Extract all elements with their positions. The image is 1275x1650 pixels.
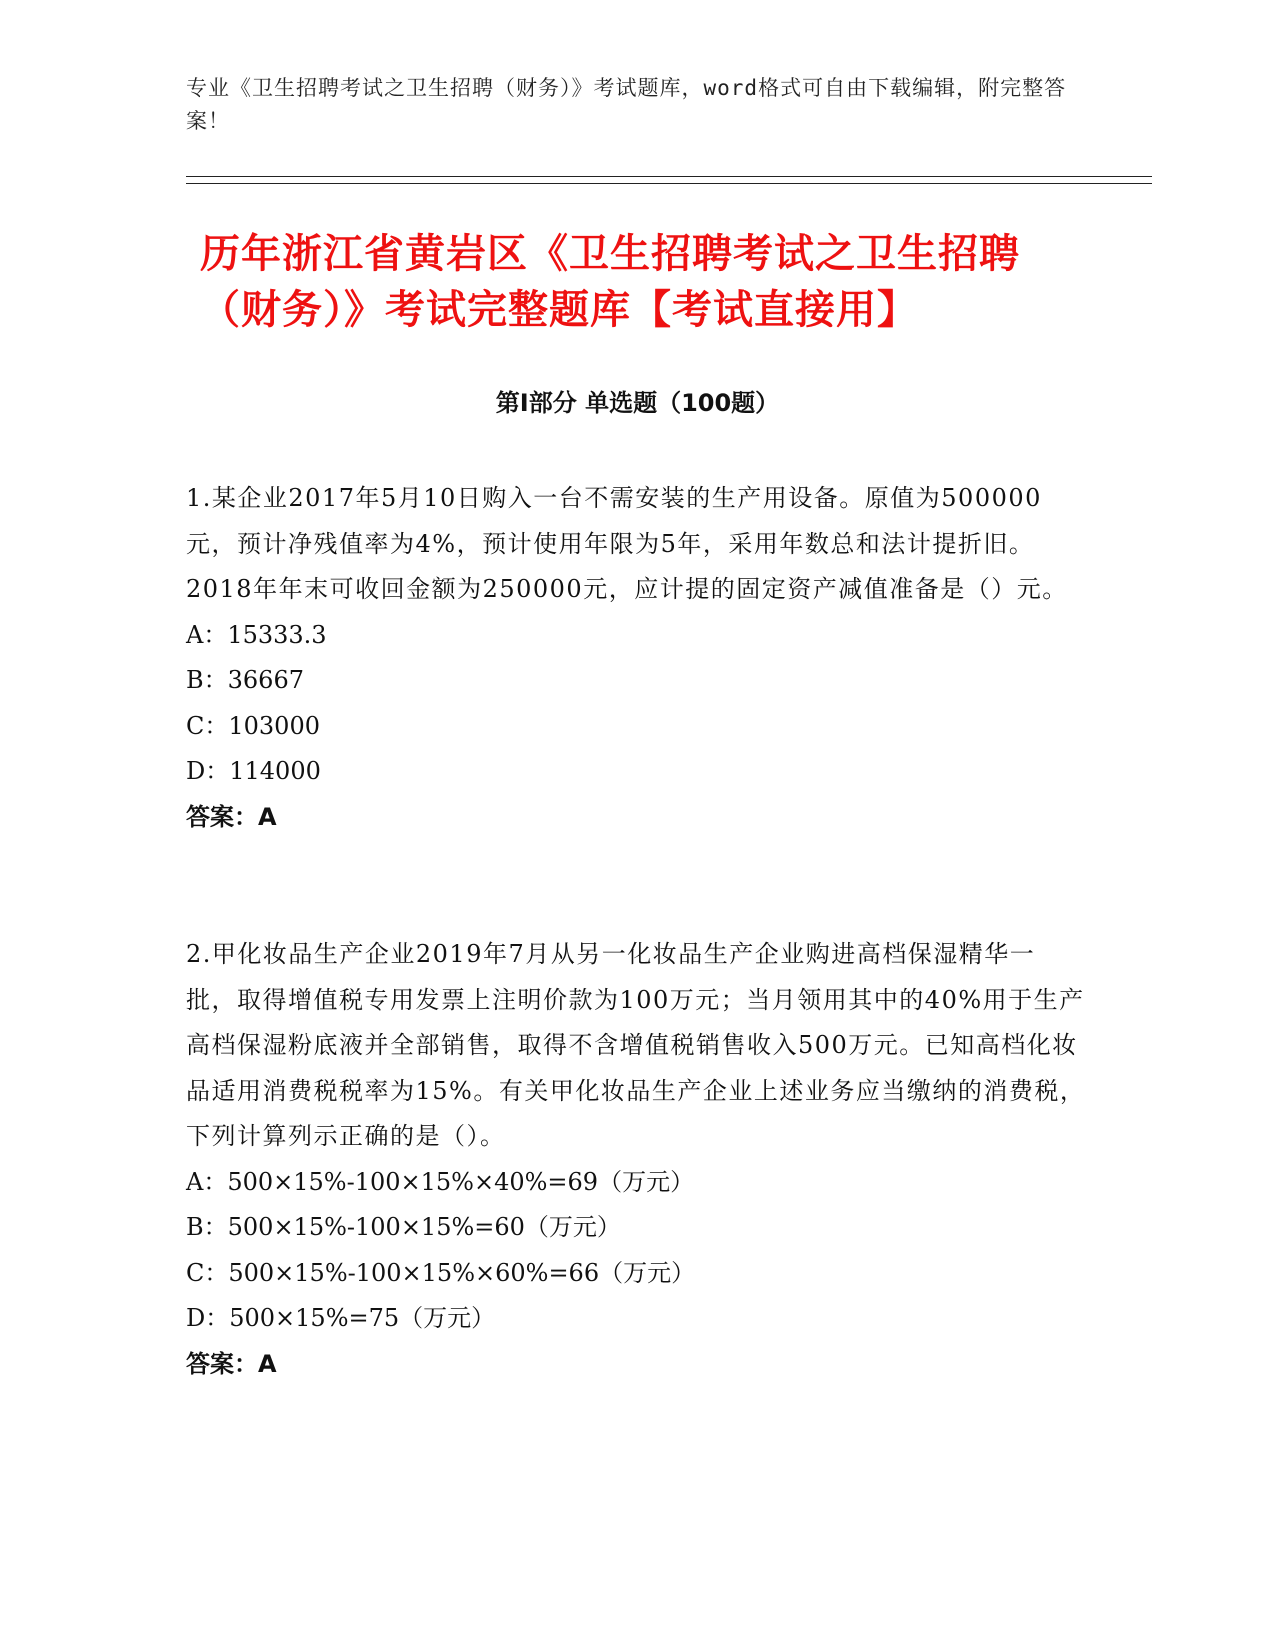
option-a: A：500×15%-100×15%×40%=69（万元）: [186, 1167, 695, 1196]
document-title: 历年浙江省黄岩区《卫生招聘考试之卫生招聘（财务）》考试完整题库【考试直接用】: [200, 231, 1020, 333]
header-divider-bottom: [186, 183, 1152, 184]
section-heading: 第Ⅰ部分 单选题（100题）: [495, 389, 780, 417]
option-c: C：103000: [186, 711, 320, 740]
option-c: C：500×15%-100×15%×60%=66（万元）: [186, 1258, 696, 1287]
option-a: A：15333.3: [186, 620, 327, 649]
question-stem: 2.甲化妆品生产企业2019年7月从另一化妆品生产企业购进高档保湿精华一批，取得增值税专用发票上注明价款为100万元；当月领用其中的40%用于生产高档保湿粉底液并全部销售，取得不含增值税销售收入500万元。已知高档化妆品适用消费税税率为15%。有关甲化妆品生产企业上述业务应当缴纳的消费税，下列计算列示正确的是（）。: [186, 940, 1086, 1150]
option-d: D：500×15%=75（万元）: [186, 1304, 496, 1332]
question-block: [186, 476, 1086, 840]
option-b: B：36667: [186, 666, 304, 694]
header-divider-top: [186, 176, 1152, 177]
question-block: [186, 932, 1086, 1387]
option-d: D：114000: [186, 757, 321, 785]
question-stem: 1.某企业2017年5月10日购入一台不需安装的生产用设备。原值为500000元，预计净残值率为4%，预计使用年限为5年，采用年数总和法计提折旧。2018年年末可收回金额为250000元，应计提的固定资产减值准备是（）元。: [186, 484, 1068, 603]
answer-line: 答案：A: [186, 802, 277, 831]
option-b: B：500×15%-100×15%=60（万元）: [186, 1213, 621, 1241]
header-note: 专业《卫生招聘考试之卫生招聘（财务）》考试题库，word格式可自由下载编辑，附完整答案！: [186, 76, 1067, 133]
answer-line: 答案：A: [186, 1349, 277, 1378]
